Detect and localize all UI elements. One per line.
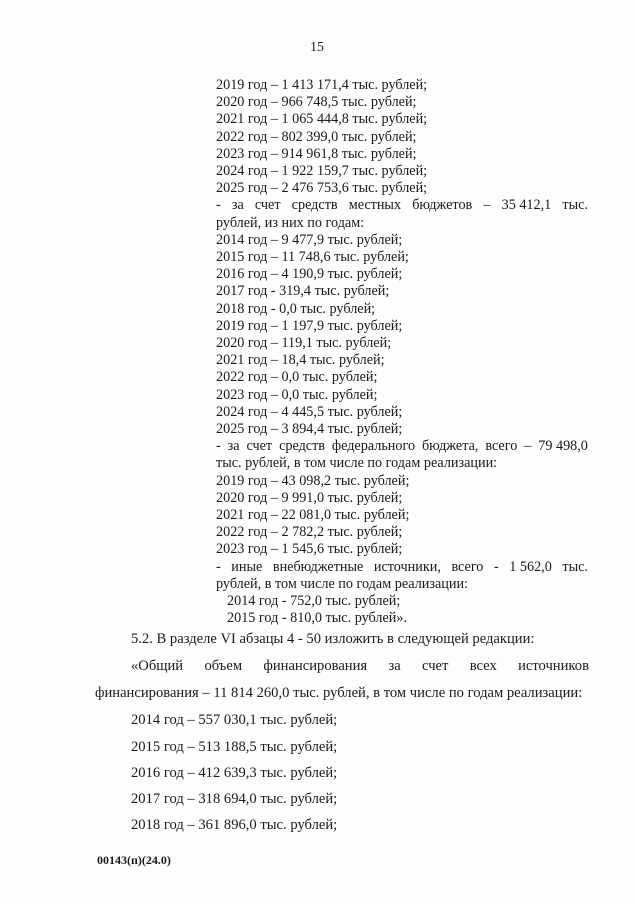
- list-item: 2014 год - 752,0 тыс. рублей;: [227, 593, 401, 610]
- local-budget-line1: [216, 197, 588, 214]
- word: –: [483, 197, 491, 214]
- year-line: 2018 год – 361 896,0 тыс. рублей;: [131, 817, 338, 833]
- word: иные: [231, 558, 263, 575]
- word: –: [524, 438, 532, 455]
- word: финансирования: [263, 658, 368, 674]
- quote-line1: [131, 658, 589, 675]
- federal-budget-line1: [216, 438, 588, 455]
- list-d: [216, 593, 588, 627]
- word: тыс.: [562, 197, 588, 214]
- word: средств: [279, 438, 325, 455]
- funding-breakdown-block: [216, 77, 588, 628]
- word: счет: [422, 658, 449, 674]
- list-item: 2019 год – 1 413 171,4 тыс. рублей;: [216, 77, 428, 93]
- year-line: 2017 год – 318 694,0 тыс. рублей;: [131, 791, 338, 807]
- list-item: 2022 год – 2 782,2 тыс. рублей;: [216, 524, 403, 541]
- word: за: [388, 658, 401, 674]
- list-c: [216, 473, 588, 559]
- list-item: 2025 год – 2 476 753,6 тыс. рублей;: [216, 180, 428, 197]
- local-budget-line2: рублей, из них по годам:: [216, 214, 365, 231]
- word: за: [231, 197, 244, 214]
- other-sources-line2: рублей, в том числе по годам реализации:: [216, 575, 468, 592]
- word: источников: [518, 658, 589, 674]
- list-item: 2025 год – 3 894,4 тыс. рублей;: [216, 421, 403, 438]
- list-item: 2014 год – 9 477,9 тыс. рублей;: [216, 231, 403, 248]
- list-item: 2019 год – 43 098,2 тыс. рублей;: [216, 472, 410, 489]
- word: внебюджетные: [272, 558, 364, 575]
- word: местных: [348, 197, 402, 214]
- list-item: 2022 год – 802 399,0 тыс. рублей;: [216, 128, 417, 145]
- year-line: 2014 год – 557 030,1 тыс. рублей;: [131, 712, 338, 728]
- federal-budget-line2: тыс. рублей, в том числе по годам реализации:: [216, 455, 498, 472]
- document-code: 00143(п)(24.0): [97, 853, 171, 867]
- word: за: [227, 438, 240, 455]
- list-item: 2022 год – 0,0 тыс. рублей;: [216, 369, 378, 386]
- word: бюджетов: [412, 197, 473, 214]
- word: всего: [451, 558, 484, 575]
- word: всех: [469, 658, 497, 674]
- year-line: 2015 год – 513 188,5 тыс. рублей;: [131, 739, 338, 755]
- list-item: 2019 год – 1 197,9 тыс. рублей;: [216, 317, 403, 334]
- list-item: 2018 год - 0,0 тыс. рублей;: [216, 300, 376, 317]
- list-b: [216, 232, 588, 438]
- word: средств: [291, 197, 338, 214]
- list-item: 2021 год – 18,4 тыс. рублей;: [216, 352, 385, 369]
- list-item: 2021 год – 22 081,0 тыс. рублей;: [216, 507, 410, 524]
- word: «Общий: [131, 658, 184, 674]
- list-item: 2023 год – 914 961,8 тыс. рублей;: [216, 145, 417, 162]
- list-item: 2023 год – 1 545,6 тыс. рублей;: [216, 541, 403, 558]
- word: счет: [246, 438, 273, 455]
- word: -: [216, 197, 221, 214]
- list-item: 2020 год – 966 748,5 тыс. рублей;: [216, 94, 417, 111]
- list-item: 2015 год – 11 748,6 тыс. рублей;: [216, 249, 409, 266]
- word: объем: [204, 658, 243, 674]
- section-heading: 5.2. В разделе VI абзацы 4 - 50 изложить в следующей редакции:: [131, 631, 535, 647]
- word: 35 412,1: [501, 197, 552, 214]
- word: -: [493, 558, 499, 575]
- list-item: 2020 год – 9 991,0 тыс. рублей;: [216, 489, 403, 506]
- word: -: [216, 558, 221, 575]
- word: 1 562,0: [509, 558, 552, 575]
- list-item: 2024 год – 4 445,5 тыс. рублей;: [216, 403, 403, 420]
- other-sources-line1: [216, 559, 588, 576]
- quote-line2: финансирования – 11 814 260,0 тыс. рублей, в том числе по годам реализации:: [95, 685, 583, 701]
- list-a: [216, 77, 588, 197]
- word: тыс.: [562, 558, 588, 575]
- list-item: 2016 год – 4 190,9 тыс. рублей;: [216, 266, 403, 283]
- word: -: [216, 438, 221, 455]
- list-item: 2017 год - 319,4 тыс. рублей;: [216, 283, 390, 300]
- list-item: 2024 год – 1 922 159,7 тыс. рублей;: [216, 163, 428, 180]
- list-item: 2020 год – 119,1 тыс. рублей;: [216, 335, 392, 352]
- word: бюджета,: [421, 438, 479, 455]
- word: 79 498,0: [538, 438, 588, 455]
- list-item: 2023 год – 0,0 тыс. рублей;: [216, 386, 378, 403]
- list-item: 2021 год – 1 065 444,8 тыс. рублей;: [216, 111, 428, 128]
- word: источники,: [373, 558, 441, 575]
- word: всего: [485, 438, 518, 455]
- word: счет: [254, 197, 281, 214]
- word: федерального: [331, 438, 416, 455]
- year-line: 2016 год – 412 639,3 тыс. рублей;: [131, 765, 338, 781]
- page-number: 15: [310, 40, 324, 55]
- list-item: 2015 год - 810,0 тыс. рублей».: [227, 610, 407, 627]
